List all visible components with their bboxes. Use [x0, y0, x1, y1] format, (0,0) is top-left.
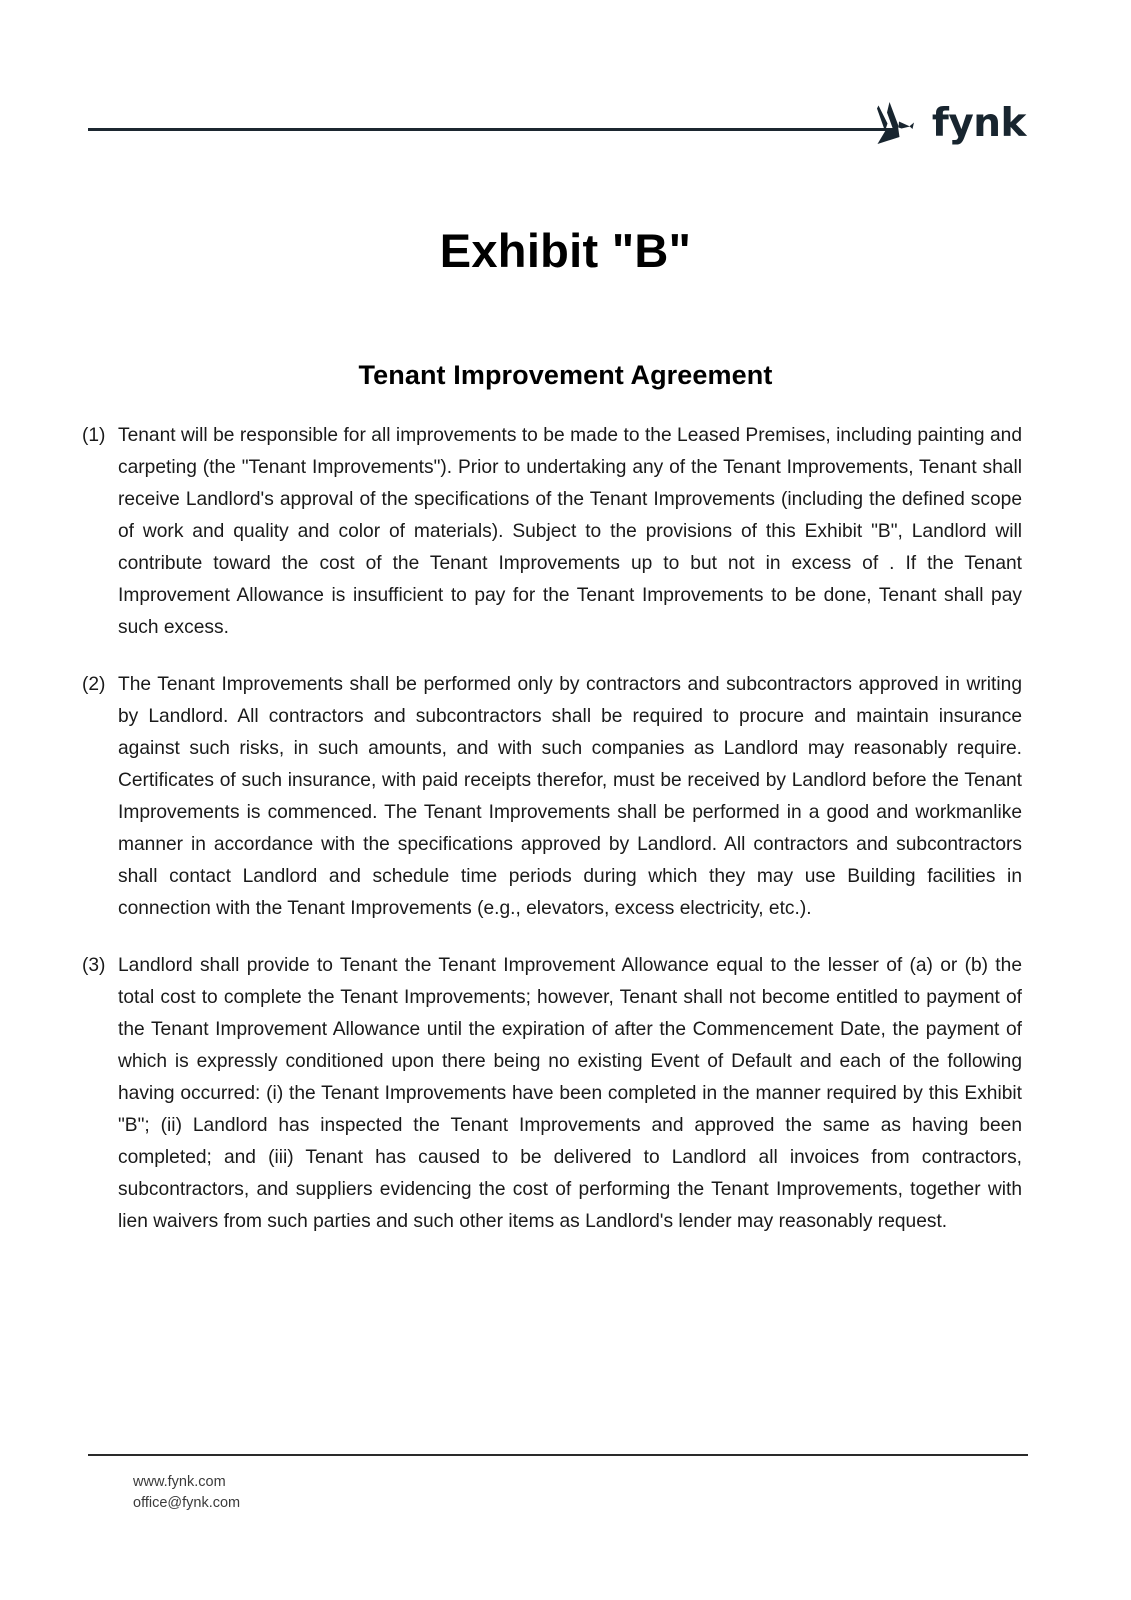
footer-website[interactable]: www.fynk.com [133, 1474, 226, 1490]
clause-number: (2) [82, 674, 106, 695]
clause-item [82, 420, 1022, 644]
clause-text: Landlord shall provide to Tenant the Tenant Improvement Allowance equal to the lesser of (a) or (b) the total cost to complete the Tenant Improvements; however, Tenant shall not become entitled to payment of the Tenant Improvement Allowance until the expiration of after the Commencement Date, the payment of which is expressly conditioned upon there being no existing Event of Default and each of the following having occurred: (i) the Tenant Improvements have been completed in the manner required by this Exhibit "B"; (ii) Landlord has inspected the Tenant Improvements and approved the same as having been completed; and (iii) Tenant has caused to be delivered to Landlord all invoices from contractors, subcontractors, and suppliers evidencing the cost of performing the Tenant Improvements, together with lien waivers from such parties and such other items as Landlord's lender may reasonably request. [118, 955, 1022, 1232]
fynk-origami-bird-icon [865, 96, 921, 148]
page-header [0, 0, 1131, 180]
brand-logo [865, 96, 1026, 148]
clause-list [82, 420, 1022, 1238]
brand-wordmark: fynk [931, 100, 1026, 146]
clause-text: The Tenant Improvements shall be performed only by contractors and subcontractors approved in writing by Landlord. All contractors and subcontractors shall be required to procure and maintain insurance against such risks, in such amounts, and with such companies as Landlord may reasonably require. Certificates of such insurance, with paid receipts therefor, must be received by Landlord before the Tenant Improvements is commenced. The Tenant Improvements shall be performed in a good and workmanlike manner in accordance with the specifications approved by Landlord. All contractors and subcontractors shall contact Landlord and schedule time periods during which they may use Building facilities in connection with the Tenant Improvements (e.g., elevators, excess electricity, etc.). [118, 674, 1022, 919]
footer-divider [88, 1454, 1028, 1456]
clause-number: (3) [82, 955, 106, 976]
clause-number: (1) [82, 425, 106, 446]
page-subtitle: Tenant Improvement Agreement [358, 360, 773, 390]
header-divider [88, 128, 895, 131]
clause-text: Tenant will be responsible for all improvements to be made to the Leased Premises, including painting and carpeting (the "Tenant Improvements"). Prior to undertaking any of the Tenant Improvements, Tenant shall receive Landlord's approval of the specifications of the Tenant Improvements (including the defined scope of work and quality and color of materials). Subject to the provisions of this Exhibit "B", Landlord will contribute toward the cost of the Tenant Improvements up to but not in excess of . If the Tenant Improvement Allowance is insufficient to pay for the Tenant Improvements to be done, Tenant shall pay such excess. [118, 425, 1022, 638]
page-footer [0, 1440, 1131, 1600]
footer-contact [133, 1472, 240, 1514]
footer-email[interactable]: office@fynk.com [133, 1495, 241, 1511]
clause-item [82, 950, 1022, 1238]
clause-item [82, 669, 1022, 925]
page-title: Exhibit "B" [439, 224, 692, 277]
